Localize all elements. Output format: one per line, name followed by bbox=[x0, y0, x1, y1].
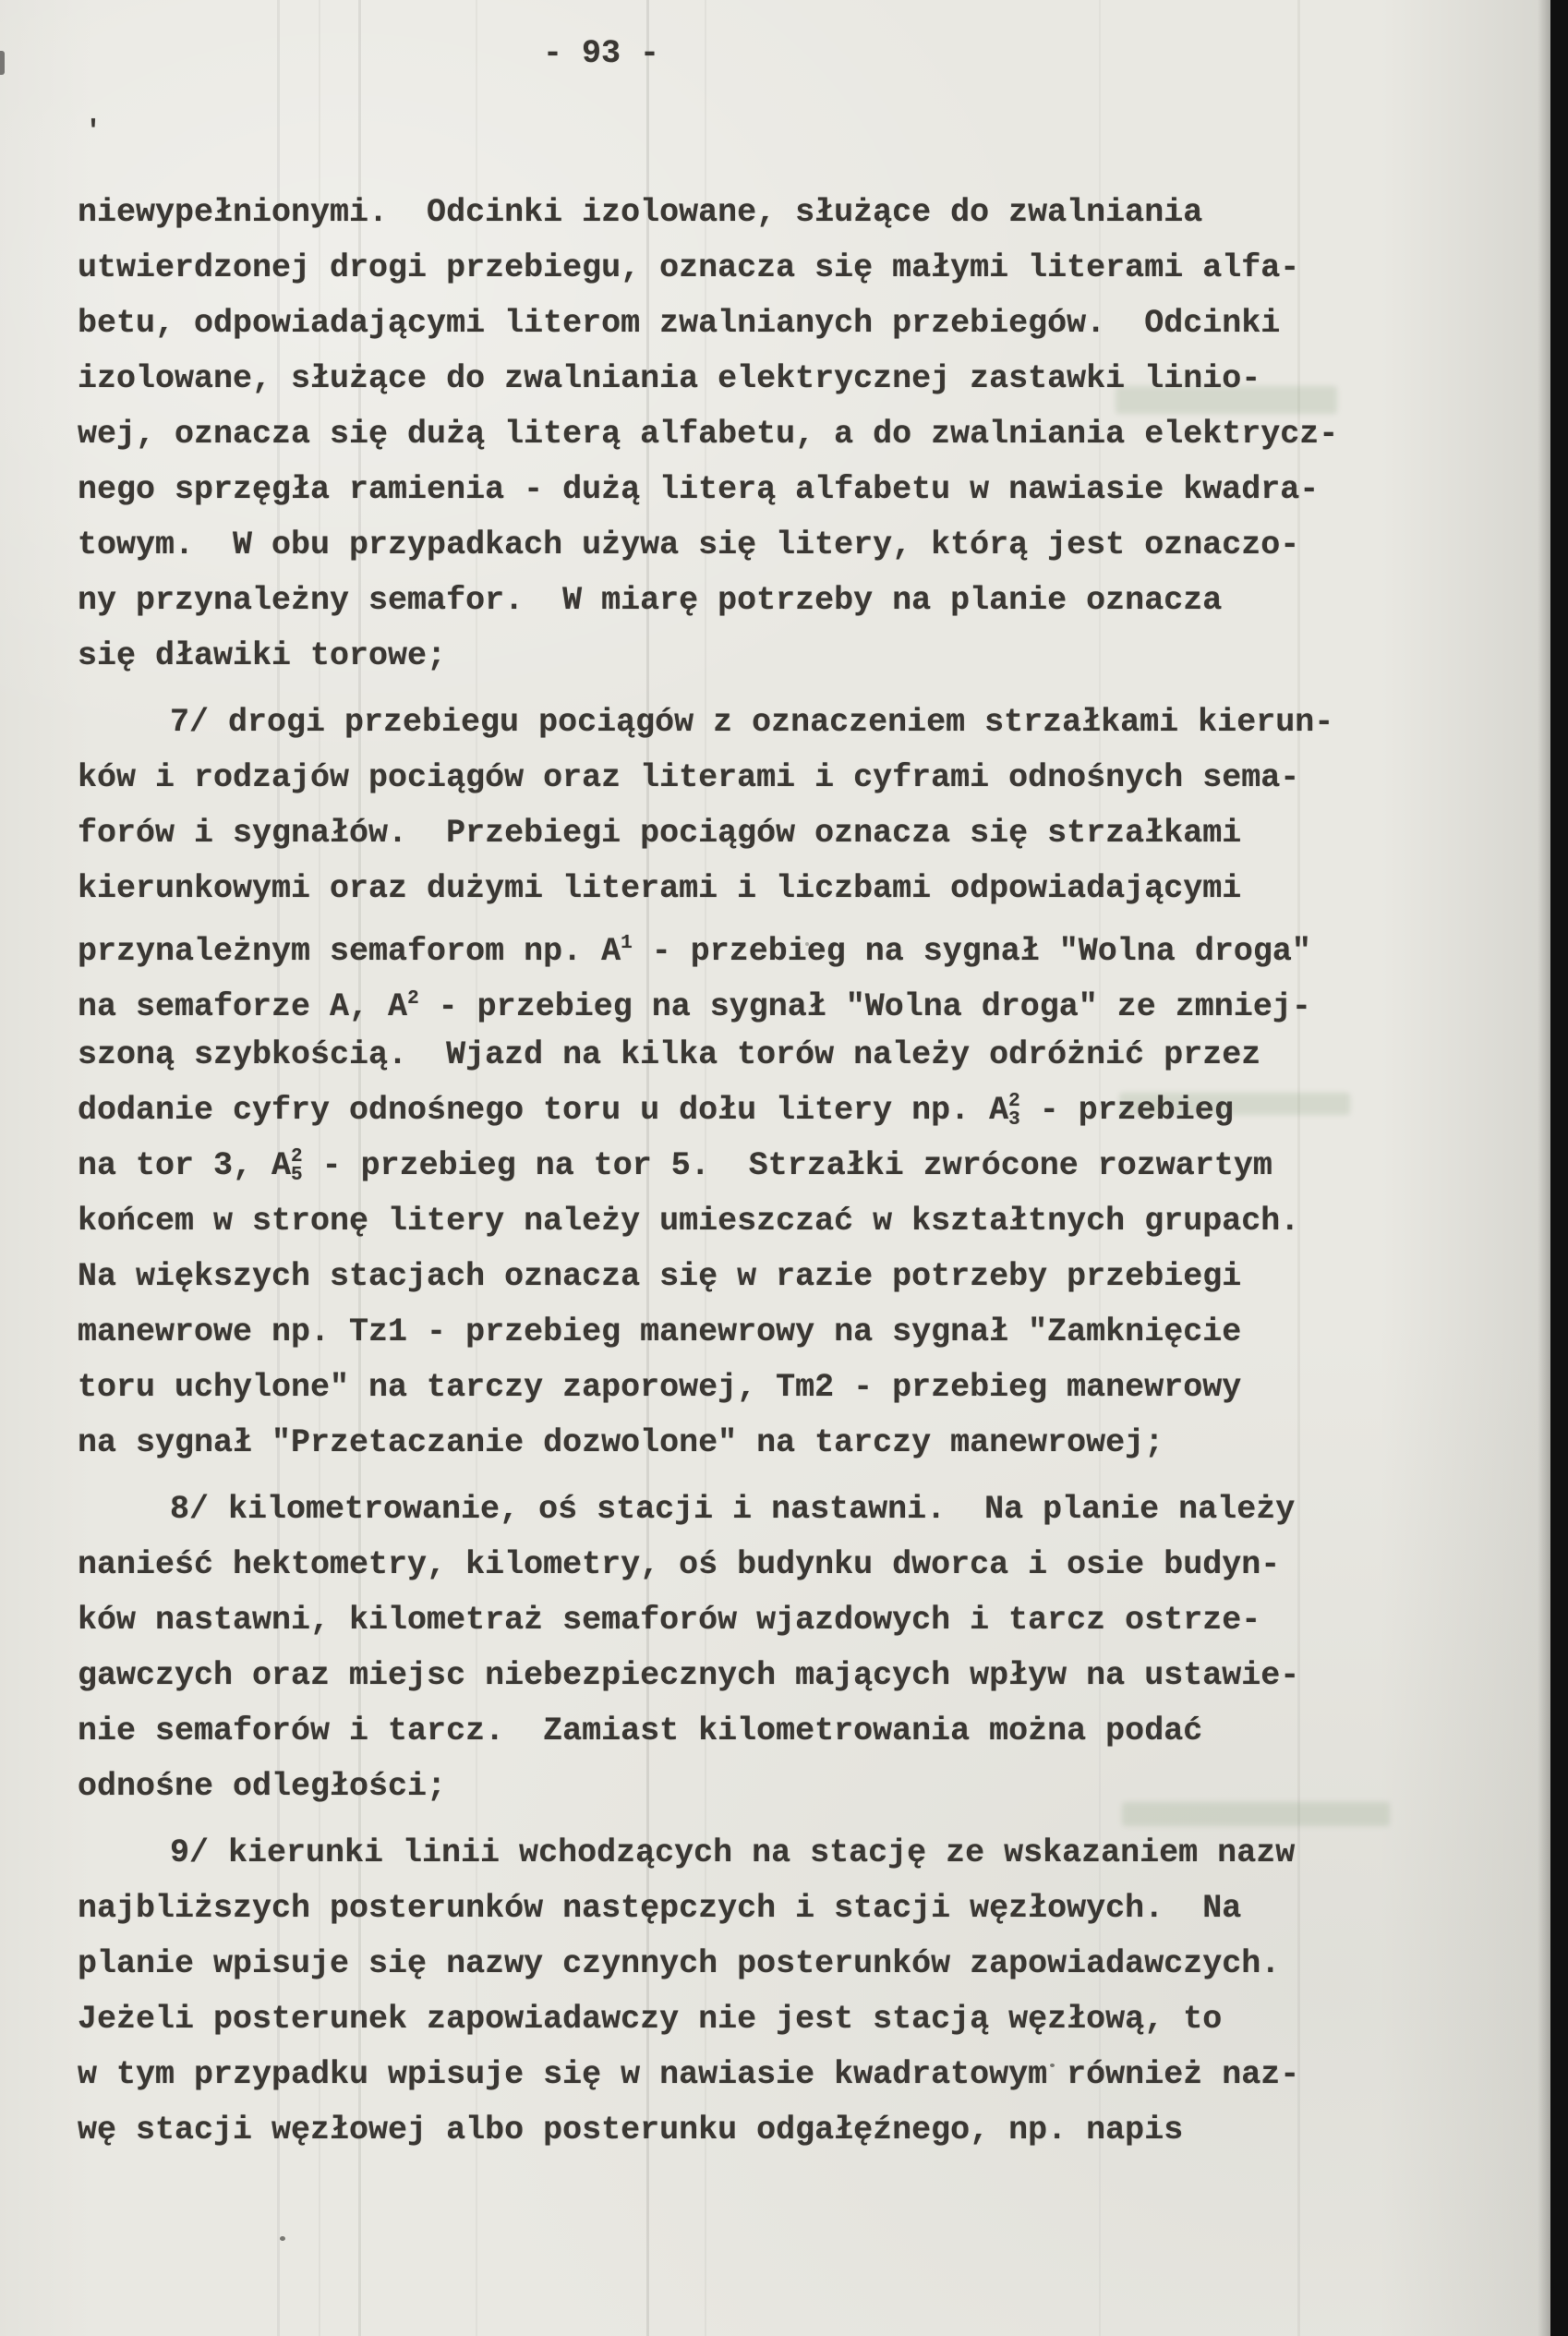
line-text: na semaforze A, A bbox=[78, 988, 408, 1026]
scan-edge-notch bbox=[0, 51, 5, 75]
text-line: manewrowe np. Tz1 - przebieg manewrowy na sygnał "Zamknięcie bbox=[78, 1313, 1242, 1350]
paragraph-item-9 bbox=[78, 1825, 1444, 2158]
line-text: przynależnym semaforom np. A bbox=[78, 933, 621, 971]
text-line: szoną szybkością. Wjazd na kilka torów należy odróżnić przez bbox=[78, 1036, 1261, 1073]
text-line: końcem w stronę litery należy umieszczać w kształtnych grupach. bbox=[78, 1203, 1300, 1240]
ink-speck bbox=[280, 2236, 285, 2241]
paragraph-item-8 bbox=[78, 1482, 1444, 1814]
subscript: 3 bbox=[1008, 1109, 1020, 1132]
scan-edge-shadow bbox=[1538, 0, 1550, 2336]
stacked-indices bbox=[291, 1148, 303, 1185]
line-text: - przebieg bbox=[1019, 1092, 1234, 1129]
text-line: wę stacji węzłowej albo posterunku odgałęźnego, np. napis bbox=[78, 2112, 1184, 2148]
text-line: Na większych stacjach oznacza się w razie potrzeby przebiegi bbox=[78, 1258, 1242, 1295]
text-line: niewypełnionymi. Odcinki izolowane, służące do zwalniania bbox=[78, 194, 1203, 231]
line-text: dodanie cyfry odnośnego toru u dołu litery np. A bbox=[78, 1092, 1009, 1129]
text-line: planie wpisuje się nazwy czynnych posterunków zapowiadawczych. bbox=[78, 1945, 1281, 1982]
page-number: - 93 - bbox=[543, 35, 660, 72]
text-line: ków i rodzajów pociągów oraz literami i cyframi odnośnych sema- bbox=[78, 759, 1300, 796]
text-line: nego sprzęgła ramienia - dużą literą alfabetu w nawiasie kwadra- bbox=[78, 471, 1320, 508]
text-line-signal-a23 bbox=[78, 1083, 1444, 1138]
text-line: w tym przypadku wpisuje się w nawiasie kwadratowym również naz- bbox=[78, 2056, 1300, 2093]
superscript: 1 bbox=[621, 933, 633, 954]
document-text bbox=[78, 185, 1444, 2158]
text-line: odnośne odległości; bbox=[78, 1768, 447, 1805]
line-text: - przebieg na sygnał "Wolna droga" bbox=[632, 933, 1311, 971]
superscript: 2 bbox=[291, 1146, 303, 1168]
paragraph-item-7 bbox=[78, 695, 1444, 1471]
text-line: utwierdzonej drogi przebiegu, oznacza się małymi literami alfa- bbox=[78, 249, 1300, 286]
text-line: kierunkowymi oraz dużymi literami i liczbami odpowiadającymi bbox=[78, 870, 1242, 907]
text-line-signal-a1 bbox=[78, 916, 1444, 972]
text-line: gawczych oraz miejsc niebezpiecznych mających wpływ na ustawie- bbox=[78, 1657, 1300, 1694]
text-line: forów i sygnałów. Przebiegi pociągów oznacza się strzałkami bbox=[78, 815, 1242, 852]
text-line: na sygnał "Przetaczanie dozwolone" na tarczy manewrowej; bbox=[78, 1424, 1164, 1461]
stray-ink-mark: ' bbox=[85, 116, 103, 148]
text-line: izolowane, służące do zwalniania elektrycznej zastawki linio- bbox=[78, 360, 1261, 397]
text-line: 7/ drogi przebiegu pociągów z oznaczeniem strzałkami kierun- bbox=[170, 704, 1334, 741]
text-line: nanieść hektometry, kilometry, oś budynku dworca i osie budyn- bbox=[78, 1546, 1281, 1583]
text-line: 9/ kierunki linii wchodzących na stację ze wskazaniem nazw bbox=[170, 1834, 1296, 1871]
text-line: nie semaforów i tarcz. Zamiast kilometrowania można podać bbox=[78, 1713, 1203, 1749]
superscript: 2 bbox=[1008, 1091, 1020, 1113]
stacked-indices bbox=[1008, 1093, 1020, 1130]
text-line: toru uchylone" na tarczy zaporowej, Tm2 - przebieg manewrowy bbox=[78, 1369, 1242, 1406]
paragraph-continuation bbox=[78, 185, 1444, 684]
subscript: 5 bbox=[291, 1165, 303, 1187]
line-text: na tor 3, A bbox=[78, 1147, 292, 1184]
text-line: towym. W obu przypadkach używa się litery, którą jest oznaczo- bbox=[78, 527, 1300, 563]
text-line: najbliższych posterunków następczych i stacji węzłowych. Na bbox=[78, 1890, 1242, 1927]
line-text: - przebieg na sygnał "Wolna droga" ze zmniej- bbox=[418, 988, 1311, 1026]
line-text: - przebieg na tor 5. Strzałki zwrócone rozwartym bbox=[302, 1147, 1272, 1184]
text-line-signal-a2 bbox=[78, 972, 1444, 1027]
text-line: ków nastawni, kilometraż semaforów wjazdowych i tarcz ostrze- bbox=[78, 1602, 1261, 1639]
text-line: się dławiki torowe; bbox=[78, 637, 447, 674]
text-line: Jeżeli posterunek zapowiadawczy nie jest stacją węzłową, to bbox=[78, 2001, 1223, 2038]
text-line: betu, odpowiadającymi literom zwalnianych przebiegów. Odcinki bbox=[78, 305, 1281, 342]
text-line: wej, oznacza się dużą literą alfabetu, a do zwalniania elektrycz- bbox=[78, 416, 1339, 453]
text-line: 8/ kilometrowanie, oś stacji i nastawni. Na planie należy bbox=[170, 1491, 1296, 1528]
scan-edge-black-bar bbox=[1550, 0, 1568, 2336]
superscript: 2 bbox=[407, 988, 419, 1010]
text-line: ny przynależny semafor. W miarę potrzeby na planie oznacza bbox=[78, 582, 1223, 619]
text-line-signal-a25 bbox=[78, 1138, 1444, 1193]
